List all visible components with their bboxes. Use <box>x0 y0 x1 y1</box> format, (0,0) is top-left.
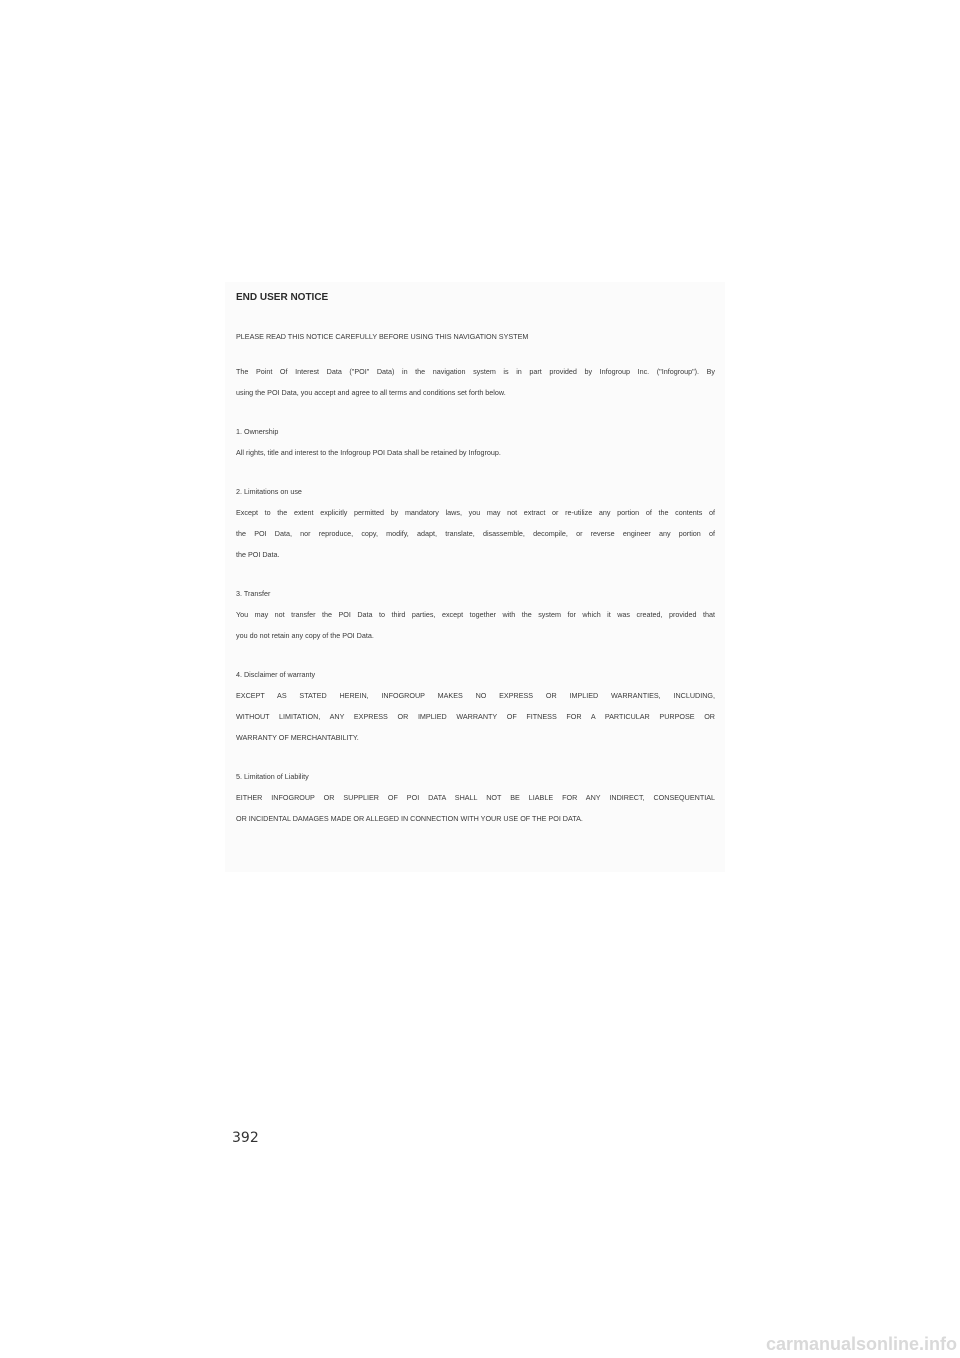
section-text: WARRANTY OF MERCHANTABILITY. <box>236 733 359 742</box>
section-heading-transfer: 3. Transfer <box>236 589 271 598</box>
section-text: the POI Data, nor reproduce, copy, modify, adapt, translate, disassemble, decompile, or reverse engineer any portion of <box>236 529 715 538</box>
section-text: OR INCIDENTAL DAMAGES MADE OR ALLEGED IN CONNECTION WITH YOUR USE OF THE POI DATA. <box>236 814 583 823</box>
section-text: the POI Data. <box>236 550 280 559</box>
section-heading-ownership: 1. Ownership <box>236 427 279 436</box>
notice-title: END USER NOTICE <box>236 292 329 303</box>
section-text: You may not transfer the POI Data to third parties, except together with the system for which it was created, provided that <box>236 610 715 619</box>
watermark: carmanualsonline.info <box>765 1334 957 1354</box>
section-text: EITHER INFOGROUP OR SUPPLIER OF POI DATA SHALL NOT BE LIABLE FOR ANY INDIRECT, CONSEQUENTIAL <box>236 793 715 802</box>
section-text: EXCEPT AS STATED HEREIN, INFOGROUP MAKES NO EXPRESS OR IMPLIED WARRANTIES, INCLUDING, <box>236 691 715 700</box>
page-number: 392 <box>232 1130 259 1146</box>
section-text: All rights, title and interest to the Infogroup POI Data shall be retained by Infogroup. <box>236 448 501 457</box>
intro-line: The Point Of Interest Data ("POI" Data) in the navigation system is in part provided by Infogroup Inc. ("Infogroup"). By <box>236 367 715 376</box>
section-text: Except to the extent explicitly permitted by mandatory laws, you may not extract or re-utilize any portion of the contents of <box>236 508 715 517</box>
section-heading-limitations: 2. Limitations on use <box>236 487 302 496</box>
section-text: WITHOUT LIMITATION, ANY EXPRESS OR IMPLIED WARRANTY OF FITNESS FOR A PARTICULAR PURPOSE OR <box>236 712 715 721</box>
section-heading-disclaimer: 4. Disclaimer of warranty <box>236 670 316 679</box>
section-heading-liability: 5. Limitation of Liability <box>236 772 309 781</box>
end-user-notice <box>225 282 725 872</box>
section-text: you do not retain any copy of the POI Data. <box>236 631 374 640</box>
intro-line: using the POI Data, you accept and agree to all terms and conditions set forth below. <box>236 388 506 397</box>
notice-warning: PLEASE READ THIS NOTICE CAREFULLY BEFORE USING THIS NAVIGATION SYSTEM <box>236 332 529 341</box>
